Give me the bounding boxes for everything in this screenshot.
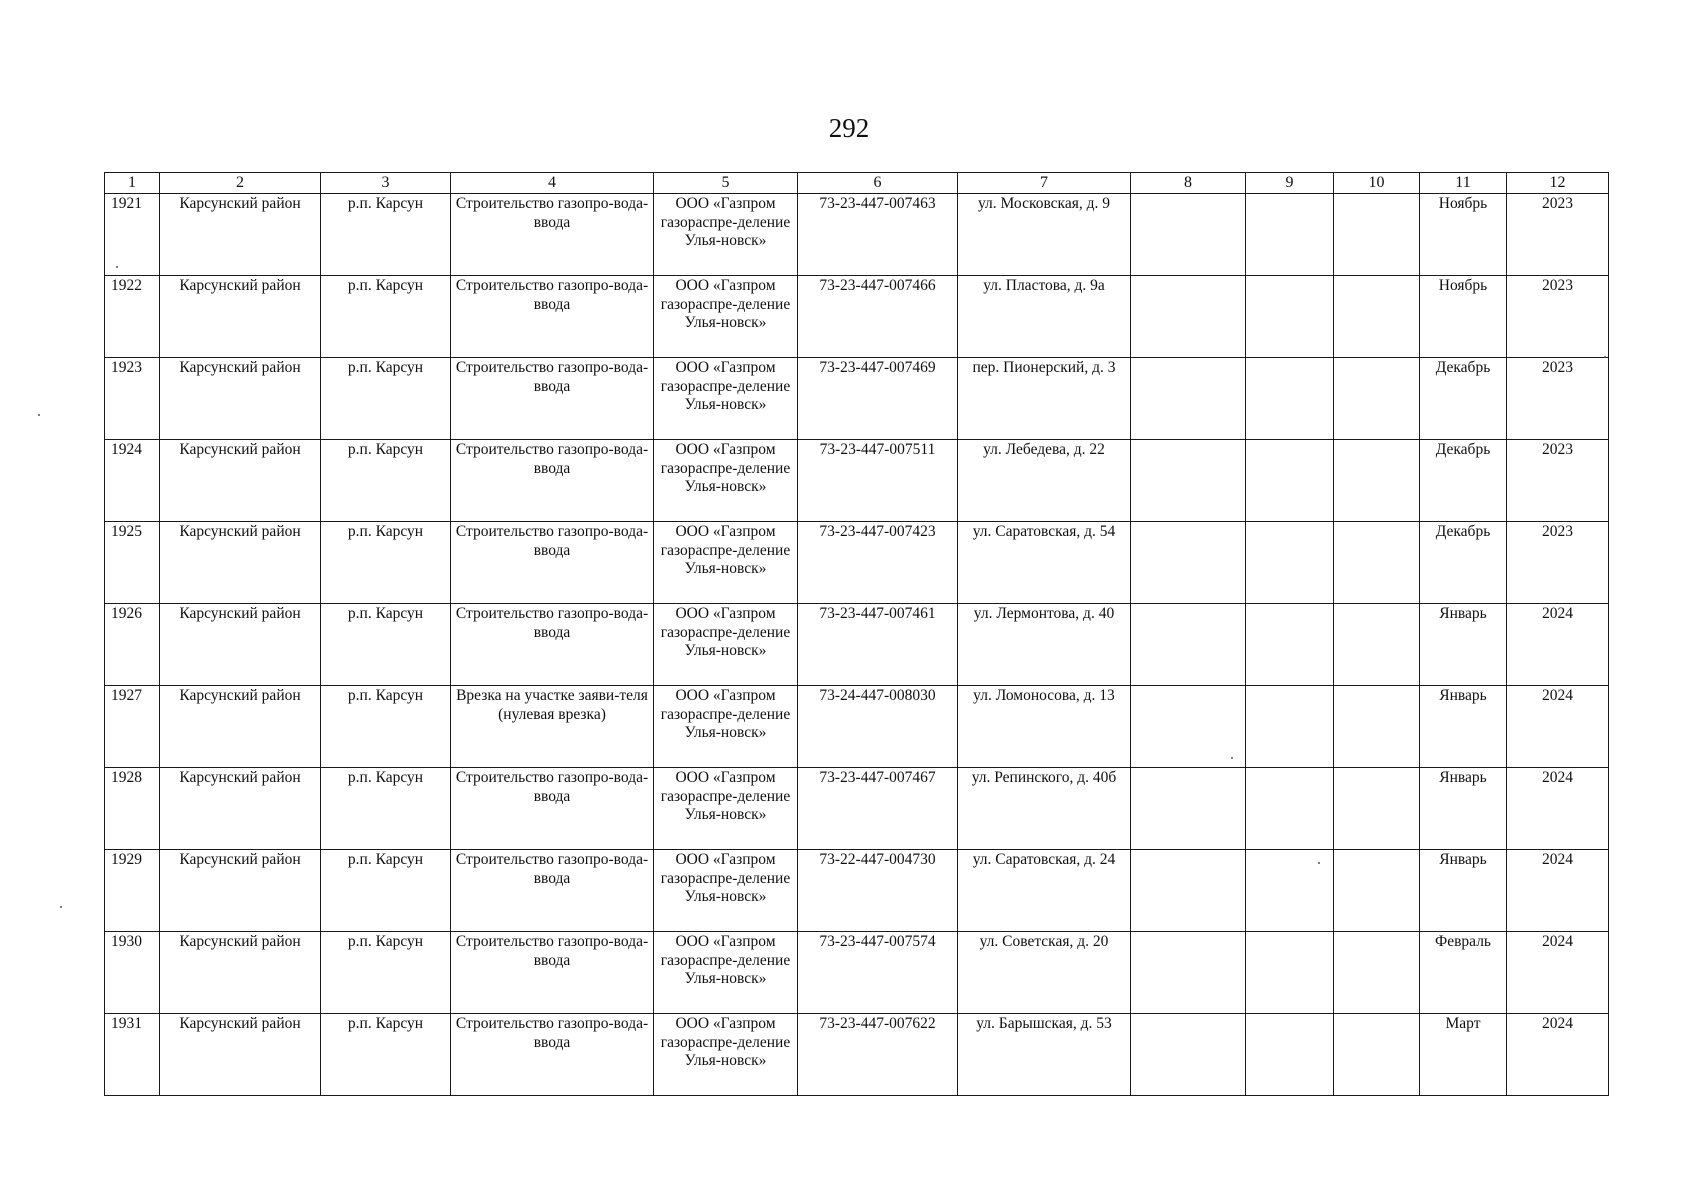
organization-cell: ООО «Газпром газораспре-деление Улья-новск»: [654, 522, 798, 604]
year-cell: 2024: [1507, 932, 1609, 1014]
object-code-cell: 73-22-447-004730: [798, 850, 958, 932]
work-type-cell: Строительство газопро-вода-ввода: [451, 1014, 654, 1096]
table-row: [105, 276, 1609, 358]
month-cell: Январь: [1420, 768, 1507, 850]
work-type-cell: Строительство газопро-вода-ввода: [451, 276, 654, 358]
column-9-cell: [1246, 768, 1334, 850]
column-9-cell: [1246, 686, 1334, 768]
scan-speck: [1604, 356, 1606, 358]
column-8-cell: [1131, 276, 1246, 358]
column-9-cell: [1246, 1014, 1334, 1096]
month-cell: Декабрь: [1420, 522, 1507, 604]
year-cell: 2023: [1507, 276, 1609, 358]
work-type-cell: Строительство газопро-вода-ввода: [451, 358, 654, 440]
locality-cell: р.п. Карсун: [321, 850, 451, 932]
object-code-cell: 73-23-447-007467: [798, 768, 958, 850]
column-header-9: 9: [1246, 173, 1334, 194]
district-cell: Карсунский район: [160, 850, 321, 932]
locality-cell: р.п. Карсун: [321, 768, 451, 850]
row-number-cell: 1921: [105, 194, 160, 276]
column-header-5: 5: [654, 173, 798, 194]
work-type-cell: Строительство газопро-вода-ввода: [451, 604, 654, 686]
address-cell: ул. Московская, д. 9: [958, 194, 1131, 276]
table-row: [105, 194, 1609, 276]
month-cell: Март: [1420, 1014, 1507, 1096]
year-cell: 2023: [1507, 522, 1609, 604]
column-8-cell: [1131, 194, 1246, 276]
column-header-7: 7: [958, 173, 1131, 194]
year-cell: 2024: [1507, 768, 1609, 850]
table-row: [105, 850, 1609, 932]
column-10-cell: [1334, 194, 1420, 276]
row-number-cell: 1922: [105, 276, 160, 358]
object-code-cell: 73-23-447-007463: [798, 194, 958, 276]
table-header: [105, 173, 1609, 194]
scan-speck: [116, 266, 118, 268]
column-header-11: 11: [1420, 173, 1507, 194]
district-cell: Карсунский район: [160, 194, 321, 276]
column-9-cell: [1246, 358, 1334, 440]
year-cell: 2024: [1507, 1014, 1609, 1096]
column-9-cell: [1246, 604, 1334, 686]
work-type-cell: Строительство газопро-вода-ввода: [451, 522, 654, 604]
object-code-cell: 73-24-447-008030: [798, 686, 958, 768]
column-header-12: 12: [1507, 173, 1609, 194]
row-number-cell: 1925: [105, 522, 160, 604]
locality-cell: р.п. Карсун: [321, 194, 451, 276]
address-cell: пер. Пионерский, д. 3: [958, 358, 1131, 440]
address-cell: ул. Саратовская, д. 54: [958, 522, 1131, 604]
object-code-cell: 73-23-447-007469: [798, 358, 958, 440]
district-cell: Карсунский район: [160, 440, 321, 522]
column-9-cell: [1246, 276, 1334, 358]
column-header-4: 4: [451, 173, 654, 194]
organization-cell: ООО «Газпром газораспре-деление Улья-новск»: [654, 768, 798, 850]
row-number-cell: 1924: [105, 440, 160, 522]
column-9-cell: [1246, 194, 1334, 276]
month-cell: Декабрь: [1420, 440, 1507, 522]
address-cell: ул. Саратовская, д. 24: [958, 850, 1131, 932]
organization-cell: ООО «Газпром газораспре-деление Улья-новск»: [654, 440, 798, 522]
column-10-cell: [1334, 1014, 1420, 1096]
month-cell: Ноябрь: [1420, 194, 1507, 276]
work-type-cell: Строительство газопро-вода-ввода: [451, 932, 654, 1014]
column-10-cell: [1334, 440, 1420, 522]
column-10-cell: [1334, 686, 1420, 768]
organization-cell: ООО «Газпром газораспре-деление Улья-новск»: [654, 1014, 798, 1096]
column-10-cell: [1334, 768, 1420, 850]
column-9-cell: [1246, 522, 1334, 604]
row-number-cell: 1923: [105, 358, 160, 440]
district-cell: Карсунский район: [160, 358, 321, 440]
object-code-cell: 73-23-447-007511: [798, 440, 958, 522]
month-cell: Ноябрь: [1420, 276, 1507, 358]
column-8-cell: [1131, 932, 1246, 1014]
table-row: [105, 440, 1609, 522]
month-cell: Февраль: [1420, 932, 1507, 1014]
district-cell: Карсунский район: [160, 932, 321, 1014]
column-10-cell: [1334, 850, 1420, 932]
object-code-cell: 73-23-447-007466: [798, 276, 958, 358]
work-type-cell: Врезка на участке заяви-теля (нулевая врезка): [451, 686, 654, 768]
column-header-1: 1: [105, 173, 160, 194]
work-type-cell: Строительство газопро-вода-ввода: [451, 440, 654, 522]
registry-table: [104, 172, 1609, 1096]
column-8-cell: [1131, 358, 1246, 440]
column-header-2: 2: [160, 173, 321, 194]
column-8-cell: [1131, 850, 1246, 932]
district-cell: Карсунский район: [160, 1014, 321, 1096]
address-cell: ул. Барышская, д. 53: [958, 1014, 1131, 1096]
month-cell: Январь: [1420, 604, 1507, 686]
work-type-cell: Строительство газопро-вода-ввода: [451, 850, 654, 932]
column-8-cell: [1131, 440, 1246, 522]
year-cell: 2023: [1507, 358, 1609, 440]
column-header-8: 8: [1131, 173, 1246, 194]
locality-cell: р.п. Карсун: [321, 522, 451, 604]
locality-cell: р.п. Карсун: [321, 686, 451, 768]
column-header-3: 3: [321, 173, 451, 194]
header-row: [105, 173, 1609, 194]
scan-speck: [1231, 757, 1233, 759]
column-9-cell: [1246, 850, 1334, 932]
table-body: [105, 194, 1609, 1096]
table-row: [105, 768, 1609, 850]
column-10-cell: [1334, 358, 1420, 440]
locality-cell: р.п. Карсун: [321, 1014, 451, 1096]
locality-cell: р.п. Карсун: [321, 932, 451, 1014]
district-cell: Карсунский район: [160, 768, 321, 850]
page-number: 292: [828, 113, 870, 143]
table-row: [105, 932, 1609, 1014]
locality-cell: р.п. Карсун: [321, 358, 451, 440]
year-cell: 2023: [1507, 440, 1609, 522]
column-header-6: 6: [798, 173, 958, 194]
organization-cell: ООО «Газпром газораспре-деление Улья-новск»: [654, 604, 798, 686]
column-8-cell: [1131, 522, 1246, 604]
column-10-cell: [1334, 522, 1420, 604]
object-code-cell: 73-23-447-007574: [798, 932, 958, 1014]
locality-cell: р.п. Карсун: [321, 440, 451, 522]
locality-cell: р.п. Карсун: [321, 604, 451, 686]
table-row: [105, 604, 1609, 686]
year-cell: 2024: [1507, 604, 1609, 686]
month-cell: Январь: [1420, 850, 1507, 932]
table-row: [105, 1014, 1609, 1096]
district-cell: Карсунский район: [160, 686, 321, 768]
table-row: [105, 522, 1609, 604]
month-cell: Январь: [1420, 686, 1507, 768]
object-code-cell: 73-23-447-007461: [798, 604, 958, 686]
column-header-10: 10: [1334, 173, 1420, 194]
column-8-cell: [1131, 768, 1246, 850]
district-cell: Карсунский район: [160, 604, 321, 686]
row-number-cell: 1929: [105, 850, 160, 932]
locality-cell: р.п. Карсун: [321, 276, 451, 358]
organization-cell: ООО «Газпром газораспре-деление Улья-новск»: [654, 850, 798, 932]
row-number-cell: 1927: [105, 686, 160, 768]
work-type-cell: Строительство газопро-вода-ввода: [451, 194, 654, 276]
district-cell: Карсунский район: [160, 276, 321, 358]
column-8-cell: [1131, 686, 1246, 768]
object-code-cell: 73-23-447-007423: [798, 522, 958, 604]
organization-cell: ООО «Газпром газораспре-деление Улья-новск»: [654, 932, 798, 1014]
district-cell: Карсунский район: [160, 522, 321, 604]
column-9-cell: [1246, 932, 1334, 1014]
year-cell: 2024: [1507, 686, 1609, 768]
row-number-cell: 1931: [105, 1014, 160, 1096]
address-cell: ул. Репинского, д. 40б: [958, 768, 1131, 850]
column-8-cell: [1131, 1014, 1246, 1096]
column-10-cell: [1334, 604, 1420, 686]
row-number-cell: 1926: [105, 604, 160, 686]
organization-cell: ООО «Газпром газораспре-деление Улья-новск»: [654, 358, 798, 440]
year-cell: 2024: [1507, 850, 1609, 932]
table-row: [105, 686, 1609, 768]
organization-cell: ООО «Газпром газораспре-деление Улья-новск»: [654, 194, 798, 276]
scan-speck: [60, 906, 62, 908]
address-cell: ул. Пластова, д. 9а: [958, 276, 1131, 358]
column-9-cell: [1246, 440, 1334, 522]
row-number-cell: 1930: [105, 932, 160, 1014]
table-row: [105, 358, 1609, 440]
column-10-cell: [1334, 276, 1420, 358]
address-cell: ул. Лермонтова, д. 40: [958, 604, 1131, 686]
year-cell: 2023: [1507, 194, 1609, 276]
organization-cell: ООО «Газпром газораспре-деление Улья-новск»: [654, 686, 798, 768]
work-type-cell: Строительство газопро-вода-ввода: [451, 768, 654, 850]
column-10-cell: [1334, 932, 1420, 1014]
column-8-cell: [1131, 604, 1246, 686]
month-cell: Декабрь: [1420, 358, 1507, 440]
address-cell: ул. Советская, д. 20: [958, 932, 1131, 1014]
scan-speck: [1318, 862, 1320, 864]
row-number-cell: 1928: [105, 768, 160, 850]
organization-cell: ООО «Газпром газораспре-деление Улья-новск»: [654, 276, 798, 358]
object-code-cell: 73-23-447-007622: [798, 1014, 958, 1096]
address-cell: ул. Ломоносова, д. 13: [958, 686, 1131, 768]
scan-speck: [38, 414, 40, 416]
address-cell: ул. Лебедева, д. 22: [958, 440, 1131, 522]
